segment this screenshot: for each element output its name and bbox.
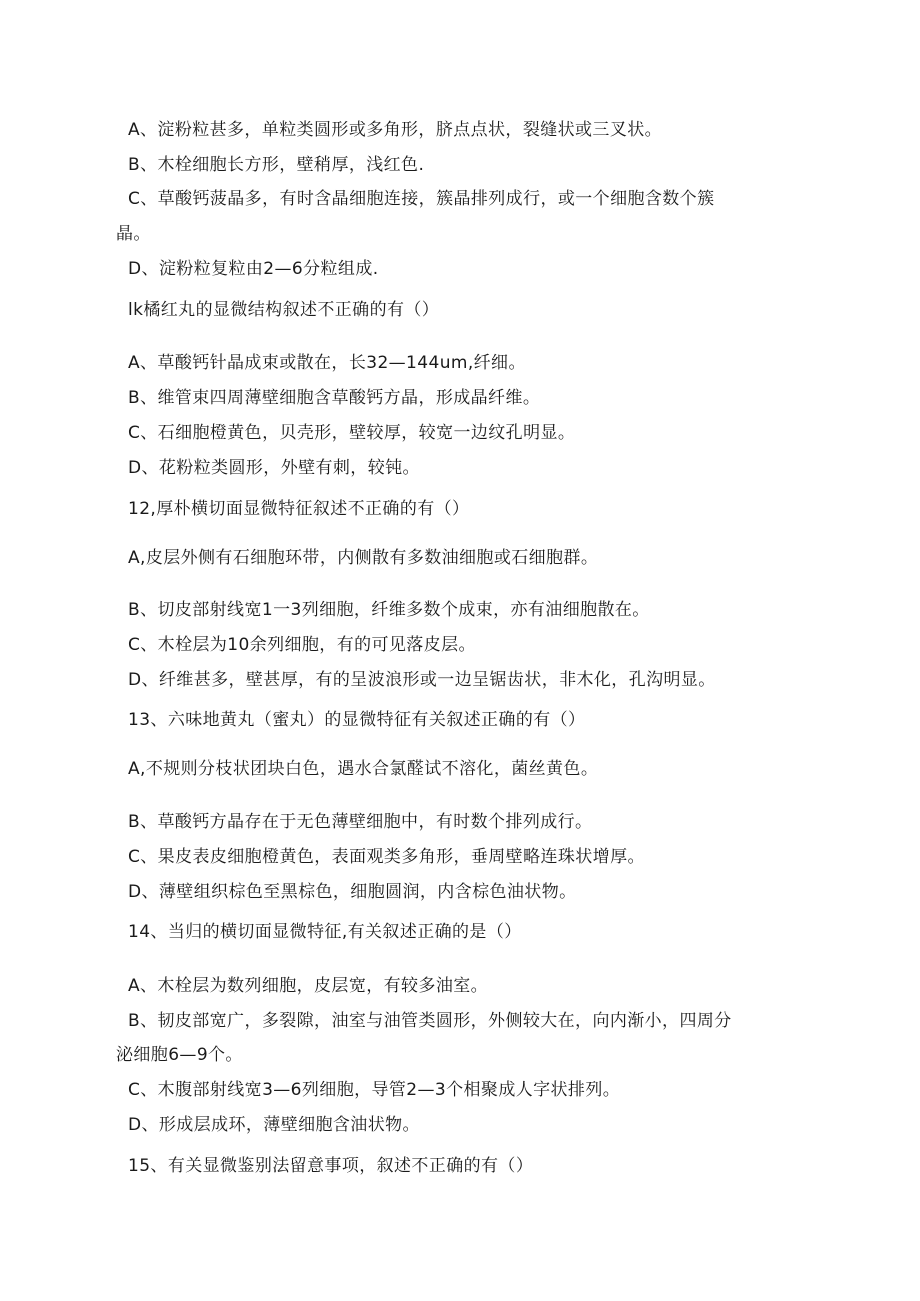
option-a-text: A、淀粉粒甚多，单粒类圆形或多角形，脐点点状，裂缝状或三叉状。 <box>128 120 663 140</box>
option-c-text: C、石细胞橙黄色，贝壳形，壁较厚，较宽一边纹孔明显。 <box>128 423 576 443</box>
option-b-text-continued: 泌细胞6—9个。 <box>116 1045 243 1065</box>
option-b-text: B、木栓细胞长方形，壁稍厚，浅红色. <box>128 155 425 175</box>
option-d-text: D、形成层成环，薄壁细胞含油状物。 <box>128 1115 420 1135</box>
option-b-text: B、维管束四周薄壁细胞含草酸钙方晶，形成晶纤维。 <box>128 388 541 408</box>
option-c-text: C、草酸钙菠晶多，有时含晶细胞连接，簇晶排列成行，或一个细胞含数个簇 <box>128 189 715 209</box>
option-c-text: C、果皮表皮细胞橙黄色，表面观类多角形，垂周壁略连珠状增厚。 <box>128 847 645 867</box>
option-b-text: B、切皮部射线宽1一3列细胞，纤维多数个成束，亦有油细胞散在。 <box>128 600 650 620</box>
question-15: 15、有关显微鉴别法留意事项，叙述不正确的有（） <box>128 1156 534 1176</box>
option-d-text: D、花粉粒类圆形，外壁有刺，较钝。 <box>128 458 420 478</box>
question-13: 13、六味地黄丸（蜜丸）的显微特征有关叙述正确的有（） <box>128 710 586 730</box>
option-c-text: C、木栓层为10余列细胞，有的可见落皮层。 <box>128 635 476 655</box>
option-b-text: B、草酸钙方晶存在于无色薄壁细胞中，有时数个排列成行。 <box>128 812 593 832</box>
option-a-text: A、木栓层为数列细胞，皮层宽，有较多油室。 <box>128 976 489 996</box>
option-b-text: B、韧皮部宽广，多裂隙，油室与油管类圆形，外侧较大在，向内渐小，四周分 <box>128 1011 732 1031</box>
option-a-text: A、草酸钙针晶成束或散在，长32—144um,纤细。 <box>128 353 526 373</box>
question-14: 14、当归的横切面显微特征,有关叙述正确的是（） <box>128 922 522 942</box>
option-a-text: A,皮层外侧有石细胞环带，内侧散有多数油细胞或石细胞群。 <box>128 548 599 568</box>
option-c-text-continued: 晶。 <box>116 224 151 244</box>
question-12: 12,厚朴横切面显微特征叙述不正确的有（） <box>128 499 470 519</box>
question-11: lk橘红丸的显微结构叙述不正确的有（） <box>128 300 440 320</box>
option-a-text: A,不规则分枝状团块白色，遇水合氯醛试不溶化，菌丝黄色。 <box>128 759 599 779</box>
option-d-text: D、纤维甚多，壁甚厚，有的呈波浪形或一边呈锯齿状，非木化，孔沟明显。 <box>128 670 716 690</box>
option-d-text: D、淀粉粒复粒由2—6分粒组成. <box>128 259 379 279</box>
option-d-text: D、薄壁组织棕色至黑棕色，细胞圆润，内含棕色油状物。 <box>128 882 577 902</box>
option-c-text: C、木腹部射线宽3—6列细胞，导管2—3个相聚成人字状排列。 <box>128 1080 621 1100</box>
